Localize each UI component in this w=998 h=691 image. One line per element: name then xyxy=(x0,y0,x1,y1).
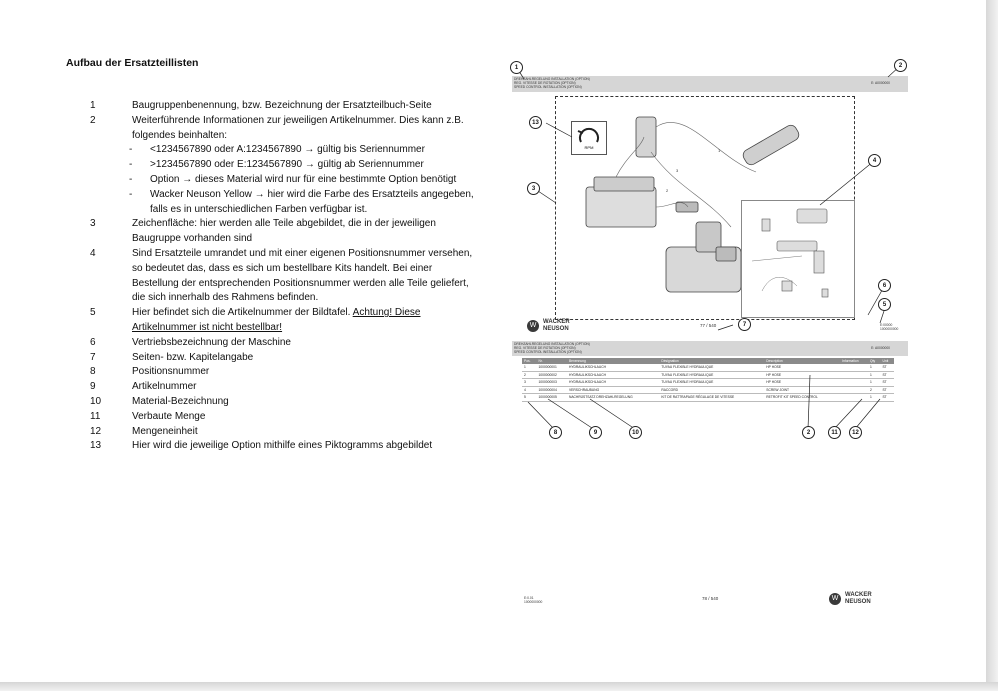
table-header-cell: Benennung xyxy=(567,358,659,364)
table-cell: 1 xyxy=(868,394,880,402)
bullet: - xyxy=(129,188,133,200)
legend-number: 7 xyxy=(90,351,96,363)
legend-number: 2 xyxy=(90,114,96,126)
legend-item xyxy=(88,247,478,306)
legend-subitem-text: Option → dieses Material wird nur für eine bestimmte Option benötigt xyxy=(150,173,457,185)
logo-text-2: NEUSON xyxy=(543,325,569,332)
callout-5: 5 xyxy=(878,298,891,311)
legend-subitem xyxy=(88,173,478,188)
page-number-bottom: 78 / 540 xyxy=(702,596,719,601)
legend-number: 10 xyxy=(90,395,102,407)
legend-item xyxy=(88,99,478,114)
wacker-neuson-logo-bottom xyxy=(829,592,872,605)
legend-item xyxy=(88,425,478,440)
table-cell: NACHRÜSTSATZ DREHZAHLREGELUNG xyxy=(567,394,659,402)
legend-text: Positionsnummer xyxy=(132,366,210,378)
table-cell: RETROFIT KIT SPEED CONTROL xyxy=(764,394,840,402)
logo-mark-icon: W xyxy=(527,320,539,332)
logo-text-1: WACKER xyxy=(845,592,872,598)
table-cell: TUYAU FLEXIBLE HYDRAULIQUE xyxy=(659,364,764,371)
table-cell: 1 xyxy=(868,364,880,371)
page-title: Aufbau der Ersatzteillisten xyxy=(66,57,199,69)
legend-number: 8 xyxy=(90,366,96,378)
logo-text-2: NEUSON xyxy=(845,598,871,605)
legend-item xyxy=(88,380,478,395)
legend-number: 4 xyxy=(90,247,96,259)
table-cell: ST xyxy=(880,386,894,394)
table-cell: TUYAU FLEXIBLE HYDRAULIQUE xyxy=(659,371,764,379)
logo-mark-icon: W xyxy=(829,593,841,605)
legend-text: Hier wird die jeweilige Option mithilfe eines Piktogramms abgebildet xyxy=(132,440,433,452)
table-cell: ST xyxy=(880,371,894,379)
legend-text: Hier befindet sich die Artikelnummer der Bildtafel. xyxy=(132,307,353,319)
callout-1: 1 xyxy=(510,61,523,74)
svg-text:1: 1 xyxy=(718,148,721,153)
table-cell: 1000000001 xyxy=(536,364,566,371)
legend-number: 9 xyxy=(90,381,96,393)
table-cell: 1000000005 xyxy=(536,394,566,402)
table-header-cell: Qty xyxy=(868,358,880,364)
legend-text: Zeichenfläche: hier werden alle Teile abgebildet, die in der jeweiligen Baugruppe vorhanden sind xyxy=(132,218,436,245)
legend-number: 3 xyxy=(90,218,96,230)
legend-item xyxy=(88,306,478,336)
svg-text:3: 3 xyxy=(676,168,679,173)
callout-7: 7 xyxy=(738,318,751,331)
table-cell: SCREW JOINT xyxy=(764,386,840,394)
callout-12: 12 xyxy=(849,426,862,439)
table-cell: ST xyxy=(880,364,894,371)
callout-10: 10 xyxy=(629,426,642,439)
table-cell: HYDRAULIKSCHLAUCH xyxy=(567,371,659,379)
table-header-cell: Nr. xyxy=(536,358,566,364)
table-cell: 1 xyxy=(522,364,536,371)
callout-2b: 2 xyxy=(802,426,815,439)
legend-warning: Achtung! Diese Artikelnummer ist nicht bestellbar! xyxy=(132,307,421,333)
legend-subitem xyxy=(88,158,478,173)
sample-header-artno: E: A0000000 xyxy=(871,81,890,85)
table-cell: 1000000003 xyxy=(536,379,566,387)
table-cell: HYDRAULIKSCHLAUCH xyxy=(567,379,659,387)
bullet: - xyxy=(129,173,133,185)
svg-text:2: 2 xyxy=(666,188,669,193)
callout-leader-lines xyxy=(500,55,920,445)
table-cell: ST xyxy=(880,394,894,402)
table-cell: 4 xyxy=(522,386,536,394)
table-cell: HP HOSE xyxy=(764,379,840,387)
table-cell: TUYAU FLEXIBLE HYDRAULIQUE xyxy=(659,379,764,387)
legend-text: Verbaute Menge xyxy=(132,410,206,422)
legend-text: Baugruppenbenennung, bzw. Bezeichnung der Ersatzteilbuch-Seite xyxy=(132,100,432,111)
table-header-cell: Unit xyxy=(880,358,894,364)
table-cell: VERSCHRAUBUNG xyxy=(567,386,659,394)
legend-subitem xyxy=(88,188,478,218)
callout-8: 8 xyxy=(549,426,562,439)
legend-item xyxy=(88,351,478,366)
legend-number: 13 xyxy=(90,440,102,452)
bullet: - xyxy=(129,159,133,171)
legend-list xyxy=(88,99,478,454)
sample-header-text-2: DREHZAHLREGELUNG INSTALLATION (OPTION) REG. VITESSE DE ROTATION (OPTION) SPEED CONTROL INSTALLATION (OPTION) xyxy=(514,342,590,354)
legend-item xyxy=(88,114,478,144)
logo-text-1: WACKER xyxy=(543,319,570,325)
legend-text: Seiten- bzw. Kapitelangabe xyxy=(132,351,254,363)
legend-text: Mengeneinheit xyxy=(132,425,198,437)
table-cell: 1 xyxy=(868,371,880,379)
legend-item xyxy=(88,395,478,410)
page-number-mid: 77 / 540 xyxy=(700,323,717,328)
table-cell: ST xyxy=(880,379,894,387)
legend-number: 1 xyxy=(90,100,96,111)
callout-6: 6 xyxy=(878,279,891,292)
legend-text: Material-Bezeichnung xyxy=(132,395,229,407)
callout-11: 11 xyxy=(828,426,841,439)
callout-2: 2 xyxy=(894,59,907,72)
table-cell: HYDRAULIKSCHLAUCH xyxy=(567,364,659,371)
table-cell: 1000000004 xyxy=(536,386,566,394)
table-header-cell: Désignation xyxy=(659,358,764,364)
svg-text:RPM: RPM xyxy=(584,145,594,150)
legend-item xyxy=(88,410,478,425)
callout-3: 3 xyxy=(527,182,540,195)
sample-header-text: DREHZAHLREGELUNG INSTALLATION (OPTION) REG. VITESSE DE ROTATION (OPTION) SPEED CONTROL INSTALLATION (OPTION) xyxy=(514,77,590,89)
table-header-cell: Pos. xyxy=(522,358,536,364)
legend-item xyxy=(88,365,478,380)
plate-article-number: E:00000 1000000000 xyxy=(880,323,899,331)
legend-subitem xyxy=(88,143,478,158)
legend-text: Sind Ersatzteile umrandet und mit einer eigenen Positionsnummer versehen, so bedeutet das, dass es sich um bestellbare Kits handelt. Bei einer Bestellung der entsprechenden Positionsnummer werden alle Teile geliefert, die sich innerhalb des Rahmens befinden. xyxy=(132,247,473,304)
legend-item xyxy=(88,336,478,351)
legend-text: Weiterführende Informationen zur jeweiligen Artikelnummer. Dies kann z.B. folgendes beinhalten: xyxy=(132,114,464,141)
table-cell: HP HOSE xyxy=(764,371,840,379)
table-cell: HP HOSE xyxy=(764,364,840,371)
legend-subitem-text: Wacker Neuson Yellow → hier wird die Farbe des Ersatzteils angegeben, falls es in unterschiedlichen Farben verfügbar ist. xyxy=(150,188,474,215)
legend-text: Artikelnummer xyxy=(132,381,197,393)
table-cell: 2 xyxy=(868,386,880,394)
table-cell: 5 xyxy=(522,394,536,402)
table-cell: 3 xyxy=(522,379,536,387)
table-header-cell: Description xyxy=(764,358,840,364)
bullet: - xyxy=(129,144,133,156)
legend-item xyxy=(88,217,478,247)
footer-doc-number: E:0.01 1000000000 xyxy=(524,596,543,604)
callout-4: 4 xyxy=(868,154,881,167)
table-cell: 2 xyxy=(522,371,536,379)
legend-number: 6 xyxy=(90,336,96,348)
table-cell: RACCORD xyxy=(659,386,764,394)
page-shadow-bottom xyxy=(0,682,998,691)
callout-9: 9 xyxy=(589,426,602,439)
legend-number: 5 xyxy=(90,307,96,319)
table-cell: 1 xyxy=(868,379,880,387)
legend-number: 12 xyxy=(90,425,102,437)
legend-text: Vertriebsbezeichnung der Maschine xyxy=(132,336,291,348)
table-header-cell: Information xyxy=(840,358,868,364)
page-shadow-right xyxy=(986,0,998,691)
callout-13: 13 xyxy=(529,116,542,129)
legend-item xyxy=(88,439,478,454)
table-cell: 1000000002 xyxy=(536,371,566,379)
legend-number: 11 xyxy=(90,410,101,422)
sample-header-artno-2: E: A0000000 xyxy=(871,346,890,350)
table-cell: KIT DE RATTRAPAGE RÉGULAGE DE VITESSE xyxy=(659,394,764,402)
legend-subitem-text: <1234567890 oder A:1234567890 → gültig bis Seriennummer xyxy=(150,144,425,156)
legend-subitem-text: >1234567890 oder E:1234567890 → gültig ab Seriennummer xyxy=(150,159,424,171)
